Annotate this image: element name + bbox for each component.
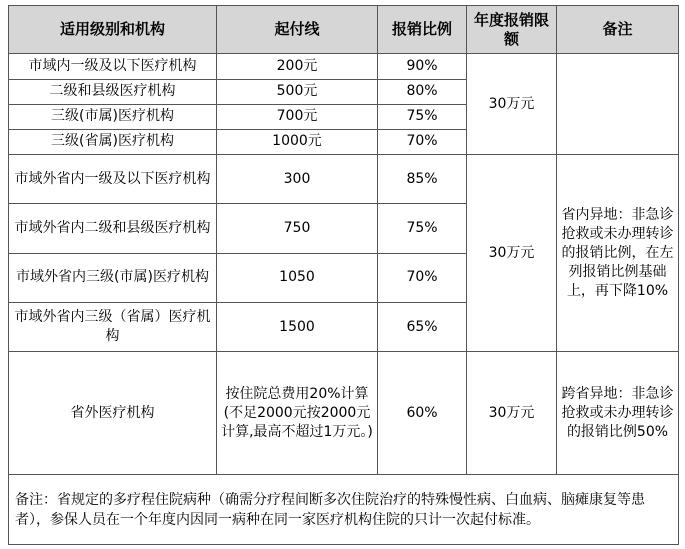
header-level: 适用级别和机构 — [9, 6, 217, 54]
ratio-cell: 80% — [378, 79, 467, 104]
ratio-cell: 85% — [378, 155, 467, 204]
ratio-cell: 90% — [378, 54, 467, 79]
deductible-cell: 1050 — [217, 253, 378, 302]
table-row — [9, 352, 679, 475]
ratio-cell: 60% — [378, 352, 467, 475]
reimbursement-table — [8, 5, 679, 545]
annual-limit-cell: 30万元 — [467, 155, 557, 352]
annual-limit-cell: 30万元 — [467, 54, 557, 155]
institution-cell: 市域内一级及以下医疗机构 — [9, 54, 217, 79]
ratio-cell: 75% — [378, 204, 467, 253]
deductible-cell: 500元 — [217, 79, 378, 104]
remark-cell: 省内异地：非急诊抢救或未办理转诊的报销比例，在左列报销比例基础上，再下降10% — [557, 155, 679, 352]
footnote-row — [9, 475, 679, 545]
institution-cell: 二级和县级医疗机构 — [9, 79, 217, 104]
institution-cell: 省外医疗机构 — [9, 352, 217, 475]
table-row — [9, 54, 679, 79]
deductible-cell: 按住院总费用20%计算(不足2000元按2000元计算,最高不超过1万元。) — [217, 352, 378, 475]
institution-cell: 市域外省内三级(市属)医疗机构 — [9, 253, 217, 302]
ratio-cell: 70% — [378, 129, 467, 154]
institution-cell: 三级(市属)医疗机构 — [9, 104, 217, 129]
deductible-cell: 1500 — [217, 303, 378, 352]
table-row — [9, 155, 679, 204]
footnote: 备注：省规定的多疗程住院病种（确需分疗程间断多次住院治疗的特殊慢性病、白血病、脑瘫康复等患者），参保人员在一个年度内因同一病种在同一家医疗机构住院的只计一次起付标准。 — [9, 475, 679, 545]
deductible-cell: 300 — [217, 155, 378, 204]
deductible-cell: 750 — [217, 204, 378, 253]
header-deductible: 起付线 — [217, 6, 378, 54]
header-annual-limit: 年度报销限额 — [467, 6, 557, 54]
ratio-cell: 70% — [378, 253, 467, 302]
annual-limit-cell: 30万元 — [467, 352, 557, 475]
institution-cell: 三级(省属)医疗机构 — [9, 129, 217, 154]
institution-cell: 市域外省内二级和县级医疗机构 — [9, 204, 217, 253]
header-row — [9, 6, 679, 54]
remark-cell: 跨省异地：非急诊抢救或未办理转诊的报销比例50% — [557, 352, 679, 475]
deductible-cell: 200元 — [217, 54, 378, 79]
header-remark: 备注 — [557, 6, 679, 54]
remark-cell — [557, 54, 679, 155]
header-ratio: 报销比例 — [378, 6, 467, 54]
deductible-cell: 700元 — [217, 104, 378, 129]
ratio-cell: 65% — [378, 303, 467, 352]
deductible-cell: 1000元 — [217, 129, 378, 154]
institution-cell: 市域外省内一级及以下医疗机构 — [9, 155, 217, 204]
institution-cell: 市域外省内三级（省属）医疗机构 — [9, 303, 217, 352]
ratio-cell: 75% — [378, 104, 467, 129]
